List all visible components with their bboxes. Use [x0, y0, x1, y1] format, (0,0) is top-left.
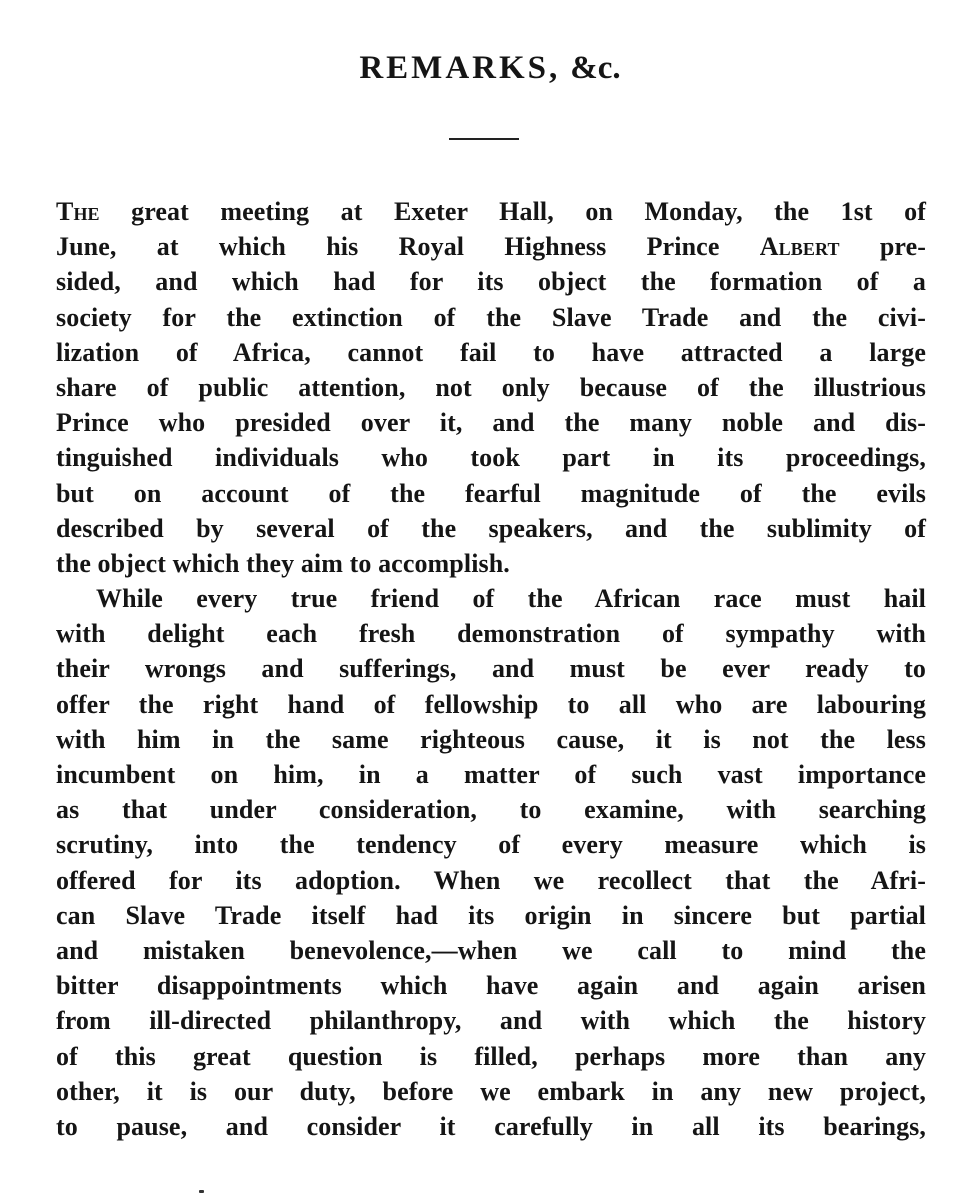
lead-word: The [56, 197, 100, 226]
text-line: and mistaken benevolence,—when we call to mind the [56, 935, 926, 965]
text-line: the object which they aim to accomplish. [56, 548, 510, 578]
text-line: While every true friend of the African race must hail [96, 584, 926, 614]
text-line: described by several of the speakers, and the sublimity of [56, 513, 926, 543]
line-text: great meeting at Exeter Hall, on Monday, the 1st of [99, 197, 926, 226]
prince-name: Albert [759, 232, 840, 262]
text-line [56, 194, 926, 229]
text-line: from ill-directed philanthropy, and with which the history [56, 1006, 926, 1036]
text-line: society for the extinction of the Slave Trade and the civi- [56, 302, 926, 332]
text-line: other, it is our duty, before we embark in any new project, [56, 1076, 926, 1106]
paragraph-2 [56, 581, 926, 1144]
ink-speck [199, 1190, 204, 1193]
text-line: can Slave Trade itself had its origin in sincere but partial [56, 900, 926, 930]
line-text: pre- [839, 232, 926, 262]
text-line: but on account of the fearful magnitude of the evils [56, 478, 926, 508]
text-line: incumbent on him, in a matter of such vast importance [56, 760, 926, 789]
text-line: lization of Africa, cannot fail to have attracted a large [56, 337, 926, 367]
page-title [0, 48, 980, 88]
text-line: to pause, and consider it carefully in all its bearings, [56, 1111, 926, 1141]
line-text: June, at which his Royal Highness Prince [56, 232, 760, 262]
text-line: scrutiny, into the tendency of every measure which is [56, 830, 926, 860]
text-line: offered for its adoption. When we recollect that the Afri- [56, 865, 926, 895]
text-line [56, 229, 926, 264]
text-line: offer the right hand of fellowship to all who are labouring [56, 689, 926, 719]
text-line: as that under consideration, to examine, with searching [56, 795, 926, 825]
title-text: REMARKS, [359, 50, 561, 86]
body-text [56, 194, 926, 1144]
paragraph-1 [56, 194, 926, 581]
text-line: bitter disappointments which have again and again arisen [56, 971, 926, 1001]
text-line: sided, and which had for its object the formation of a [56, 267, 926, 297]
text-line: with delight each fresh demonstration of sympathy with [56, 619, 926, 649]
title-divider [449, 138, 519, 140]
text-line: of this great question is filled, perhaps more than any [56, 1041, 926, 1071]
text-line: tinguished individuals who took part in its proceedings, [56, 443, 926, 473]
text-line: Prince who presided over it, and the many noble and dis- [56, 408, 926, 438]
text-line: share of public attention, not only because of the illustrious [56, 372, 926, 402]
text-line: with him in the same righteous cause, it is not the less [56, 724, 926, 754]
text-line: their wrongs and sufferings, and must be ever ready to [56, 654, 926, 684]
title-suffix: &c. [570, 50, 621, 86]
